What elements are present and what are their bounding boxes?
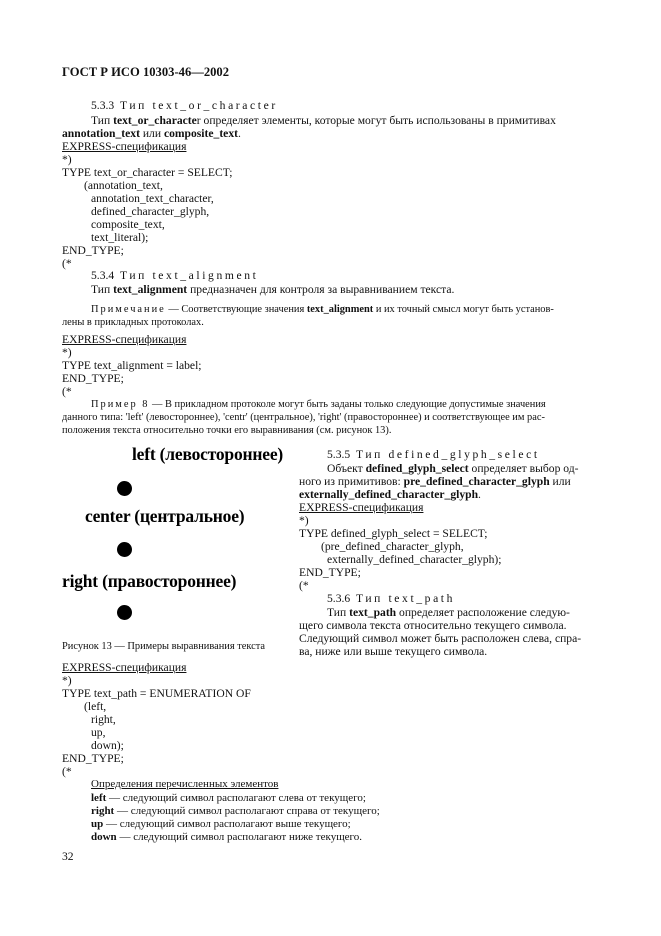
enum-item [91,805,380,818]
code-line: TYPE defined_glyph_select = SELECT; [299,527,488,540]
section-number: 5.3.5 [327,448,351,461]
note-label: Примечание [91,304,166,315]
figure-label-center: center (центральное) [85,506,245,526]
term-text-path: text_path [349,606,397,619]
code-line: *) [62,153,72,166]
enum-item [91,792,366,805]
text: и их точный смысл могут быть установ- [373,304,554,315]
text: Тип [91,283,114,296]
code-line: externally_defined_character_glyph); [327,553,502,566]
text: — В прикладном протоколе могут быть заданы только следующие допустимые значения [149,399,546,410]
code-line: (* [299,579,309,592]
code-line: annotation_text_character, [91,192,214,205]
figure-caption: Рисунок 13 — Примеры выравнивания текста [62,641,266,652]
code-line: (left, [84,700,107,713]
section-title: Тип defined_glyph_select [355,448,540,461]
section-5-3-4-heading [91,269,258,282]
code-line: *) [62,674,72,687]
section-5-3-3-heading [91,99,278,112]
section-5-3-6-line3: Следующий символ может быть расположен слева, спра- [299,632,582,645]
text: . [478,488,481,501]
enum-item [91,818,351,831]
code-line: (annotation_text, [84,179,163,192]
enum-desc: — следующий символ располагают ниже текущего. [116,831,363,843]
enum-term: up [91,818,104,830]
express-spec-label: EXPRESS-спецификация [62,140,187,153]
section-5-3-6-line4: ва, ниже или выше текущего символа. [299,645,488,658]
code-line: text_literal); [91,231,149,244]
text: Объект [327,462,366,475]
section-title: Тип text_path [355,592,456,605]
section-5-3-5-line1 [327,462,578,475]
section-5-3-5-line3 [299,488,481,501]
code-line: (pre_defined_character_glyph, [321,540,464,553]
enum-term: left [91,792,107,804]
code-line: END_TYPE; [299,566,361,579]
figure-label-left: left (левостороннее) [132,444,284,464]
term: text_alignment [306,304,374,315]
section-5-3-5-heading [327,448,540,461]
code-line: END_TYPE; [62,372,124,385]
term-text-or-character: text_or_characte [113,114,197,127]
section-5-3-6-heading [327,592,455,605]
section-number: 5.3.3 [91,99,115,112]
express-spec-label: EXPRESS-спецификация [299,501,424,514]
text: Тип [91,114,114,127]
section-5-3-3-para-line2 [62,127,241,140]
document-header: ГОСТ Р ИСО 10303-46—2002 [62,65,230,79]
alignment-point-center [117,542,132,557]
term-externally-defined-character-glyph: externally_defined_character_glyph [299,488,479,501]
code-line: (* [62,765,72,778]
figure-label-right: right (правостороннее) [62,571,237,591]
enum-term: right [91,805,115,817]
code-line: TYPE text_or_character = SELECT; [62,166,233,179]
code-line: END_TYPE; [62,244,124,257]
code-line: up, [91,726,106,739]
express-spec-label: EXPRESS-спецификация [62,333,187,346]
term-defined-glyph-select: defined_glyph_select [365,462,469,475]
enum-item [91,831,362,844]
section-number: 5.3.4 [91,269,115,282]
text: Тип [327,606,350,619]
text: — Соответствующие значения [165,304,307,315]
code-line: down); [91,739,124,752]
code-line: TYPE text_alignment = label; [62,359,202,372]
page-number: 32 [62,850,74,863]
code-line: *) [299,514,309,527]
example-line3: положения текста относительно точки его выравнивания (см. рисунок 13). [62,425,392,436]
text: r определяет элементы, которые могут быть использованы в примитивах [196,114,556,127]
code-line: (* [62,385,72,398]
code-line: END_TYPE; [62,752,124,765]
code-line: right, [91,713,116,726]
section-title: Тип text_or_character [119,99,278,112]
text: ного из примитивов: [299,475,404,488]
code-line: defined_character_glyph, [91,205,210,218]
section-5-3-6-line2: щего символа текста относительно текущего символа. [299,619,567,632]
alignment-point-right [117,605,132,620]
term-composite-text: composite_text [163,127,238,140]
example-label: Пример 8 [91,399,150,410]
code-line: (* [62,257,72,270]
note-line2: лены в прикладных протоколах. [62,317,204,328]
express-spec-label: EXPRESS-спецификация [62,661,187,674]
text: . [237,127,241,140]
text: или [139,127,164,140]
code-line: TYPE text_path = ENUMERATION OF [62,687,251,700]
term-pre-defined-character-glyph: pre_defined_character_glyph [403,475,550,488]
text: определяет выбор од- [468,462,579,475]
note-line1 [91,303,554,316]
enum-desc: — следующий символ располагают слева от текущего; [106,792,366,804]
term-annotation-text: annotation_text [62,127,140,140]
example-line1 [91,398,546,411]
alignment-point-left [117,481,132,496]
section-5-3-5-line2 [299,475,571,488]
code-line: *) [62,346,72,359]
term-text-alignment: text_alignment [113,283,188,296]
text: или [549,475,571,488]
section-number: 5.3.6 [327,592,351,605]
section-5-3-6-line1 [327,606,570,619]
section-title: Тип text_alignment [119,269,259,282]
code-line: composite_text, [91,218,165,231]
text: предназначен для контроля за выравниванием текста. [187,283,455,296]
section-5-3-3-para-line1 [91,114,556,127]
enum-definitions-title: Определения перечисленных элементов [91,778,279,790]
enum-term: down [91,831,117,843]
example-line2: данного типа: 'left' (левостороннее), 'centr' (центральное), 'right' (правостороннее) и соответствующее им рас- [62,412,545,423]
text: определяет расположение следую- [396,606,570,619]
section-5-3-4-para [91,283,454,296]
enum-desc: — следующий символ располагают выше текущего; [103,818,351,830]
enum-desc: — следующий символ располагают справа от текущего; [114,805,380,817]
